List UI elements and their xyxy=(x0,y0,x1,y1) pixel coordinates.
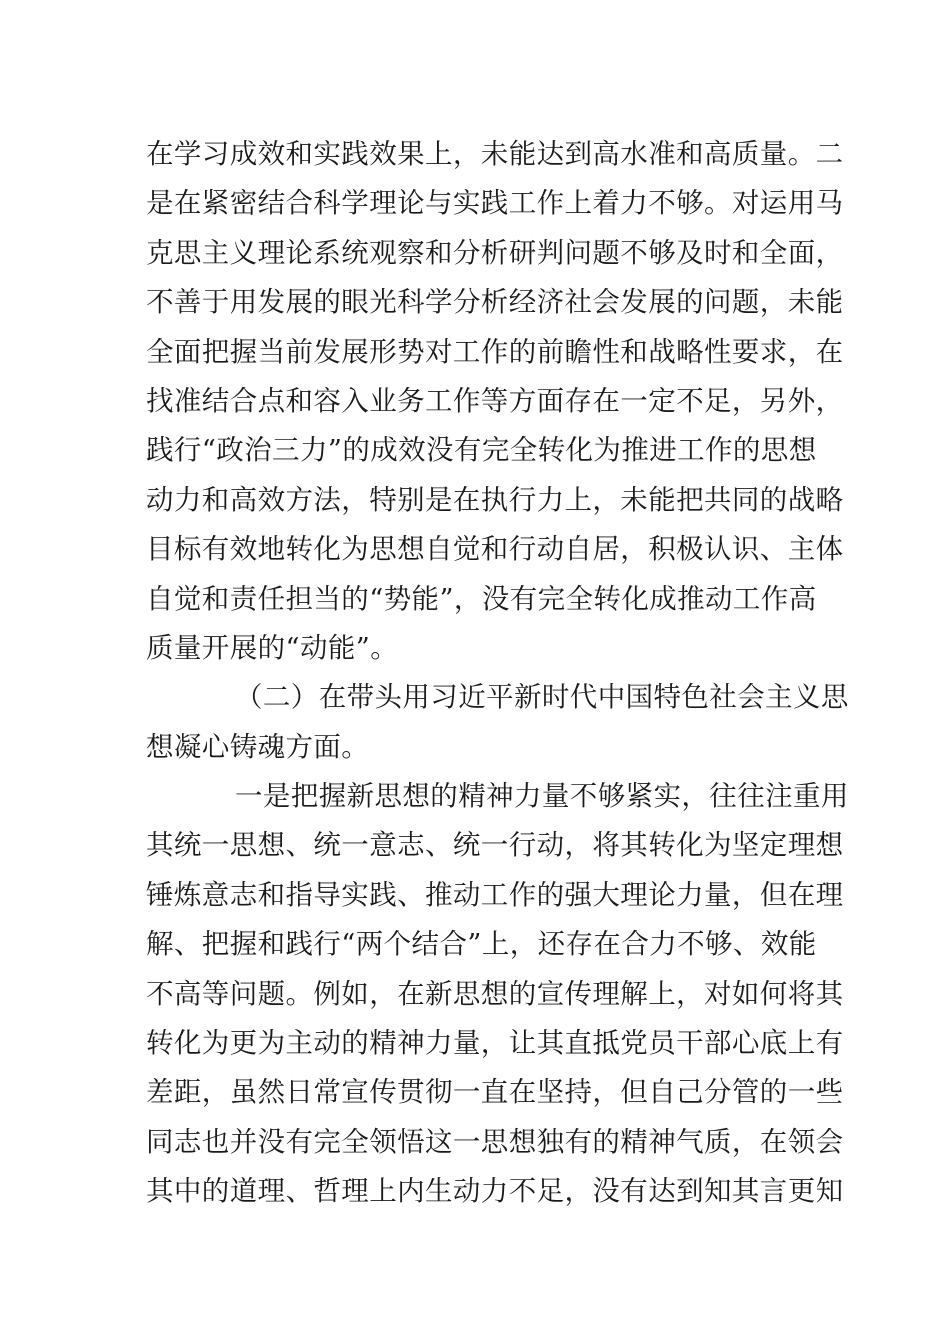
text-line-16: 锤炼意志和指导实践、推动工作的强大理论力量，但在理 xyxy=(146,878,844,911)
text-line-3: 克思主义理论系统观察和分析研判问题不够及时和全面， xyxy=(146,236,844,269)
text-line-17: 解、把握和践行“两个结合”上，还存在合力不够、效能 xyxy=(146,928,817,961)
text-line-10: 自觉和责任担当的“势能”，没有完全转化成推动工作高 xyxy=(146,582,817,615)
body-text xyxy=(146,130,849,1217)
text-line-15: 其统一思想、统一意志、统一行动，将其转化为坚定理想 xyxy=(146,829,844,862)
text-line-7: 践行“政治三力”的成效没有完全转化为推进工作的思想 xyxy=(146,434,817,467)
text-line-5: 全面把握当前发展形势对工作的前瞻性和战略性要求，在 xyxy=(146,335,844,368)
section-heading-line-1: （二）在带头用习近平新时代中国特色社会主义思 xyxy=(235,681,849,714)
section-heading-line-2: 想凝心铸魂方面。 xyxy=(146,730,370,763)
text-line-4: 不善于用发展的眼光科学分析经济社会发展的问题，未能 xyxy=(146,286,844,319)
text-line-8: 动力和高效方法，特别是在执行力上，未能把共同的战略 xyxy=(146,483,844,516)
text-line-6: 找准结合点和容入业务工作等方面存在一定不足，另外， xyxy=(146,384,844,417)
text-line-21: 同志也并没有完全领悟这一思想独有的精神气质，在领会 xyxy=(146,1125,844,1158)
text-line-11: 质量开展的“动能”。 xyxy=(146,631,399,664)
text-line-14: 一是把握新思想的精神力量不够紧实，往往注重用 xyxy=(235,780,849,813)
text-line-22: 其中的道理、哲理上内生动力不足，没有达到知其言更知 xyxy=(146,1175,844,1208)
text-line-2: 是在紧密结合科学理论与实践工作上着力不够。对运用马 xyxy=(146,187,844,220)
text-line-19: 转化为更为主动的精神力量，让其直抵党员干部心底上有 xyxy=(146,1027,844,1060)
text-line-18: 不高等问题。例如，在新思想的宣传理解上，对如何将其 xyxy=(146,977,844,1010)
text-line-9: 目标有效地转化为思想自觉和行动自居，积极认识、主体 xyxy=(146,533,844,566)
text-line-1: 在学习成效和实践效果上，未能达到高水准和高质量。二 xyxy=(146,138,844,170)
text-line-20: 差距，虽然日常宣传贯彻一直在坚持，但自己分管的一些 xyxy=(146,1076,844,1109)
